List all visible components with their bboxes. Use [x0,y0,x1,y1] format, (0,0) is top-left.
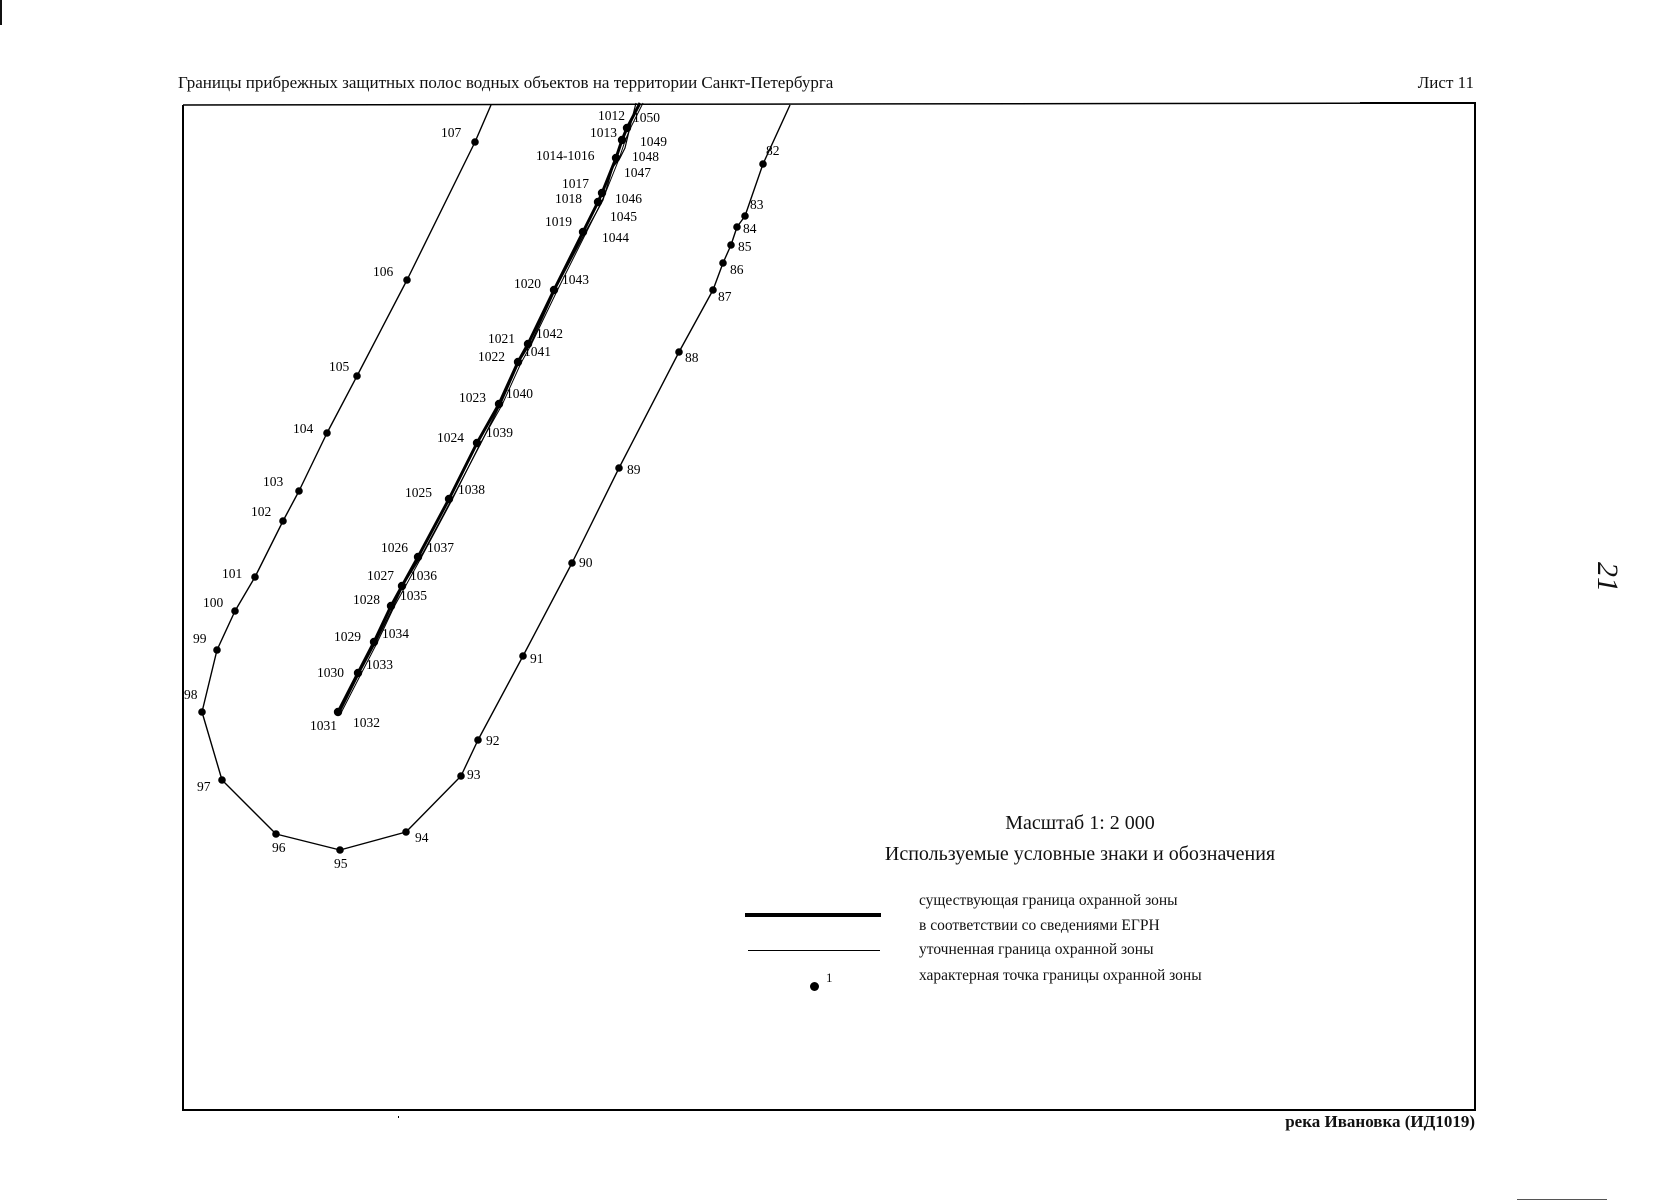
boundary-point-dot [387,602,395,610]
boundary-point-label: 1047 [624,165,651,180]
boundary-point-label: 106 [373,264,394,279]
legend-existing-boundary-label-2: в соответствии со сведениями ЕГРН [919,917,1160,934]
boundary-point-dot [675,348,683,356]
boundary-point-label: 1026 [381,540,408,555]
legend-title: Используемые условные знаки и обозначения [884,843,1276,865]
boundary-point-dot [474,736,482,744]
boundary-point-label: 87 [718,289,732,304]
boundary-point-dot [568,559,576,567]
boundary-point-label: 103 [263,474,284,489]
map-frame-top [183,103,1475,105]
boundary-point-dot [519,652,527,660]
boundary-point-dot [473,439,481,447]
boundary-point-label: 1024 [437,430,464,445]
boundary-point-dot [457,772,465,780]
boundary-point-dot [445,495,453,503]
boundary-point-label: 82 [766,143,780,158]
boundary-points [184,108,780,871]
water-object-label: река Ивановка (ИД1019) [1285,1112,1475,1131]
boundary-point-label: 1042 [536,326,563,341]
legend-point-symbol [810,982,819,991]
boundary-point-label: 99 [193,631,207,646]
boundary-point-label: 1031 [310,718,337,733]
boundary-point-dot [218,776,226,784]
boundary-point-dot [579,228,587,236]
boundary-point-label: 1040 [506,386,533,401]
boundary-point-label: 95 [334,856,348,871]
boundary-point-dot [615,464,623,472]
boundary-point-label: 1037 [427,540,454,555]
boundary-point-label: 1045 [610,209,637,224]
boundary-point-label: 100 [203,595,224,610]
boundary-point-label: 104 [293,421,314,436]
boundary-point-label: 1022 [478,349,505,364]
boundary-point-dot [251,573,259,581]
boundary-point-dot [495,400,503,408]
sheet-number: Лист 11 [1417,73,1474,92]
boundary-point-dot [598,189,606,197]
boundary-point-dot [353,372,361,380]
boundary-point-dot [334,708,342,716]
boundary-point-label: 89 [627,462,641,477]
boundary-point-label: 1025 [405,485,432,500]
boundary-point-label: 1030 [317,665,344,680]
boundary-point-label: 85 [738,239,752,254]
boundary-point-dot [759,160,767,168]
boundary-point-label: 1028 [353,592,380,607]
boundary-point-label: 83 [750,197,764,212]
boundary-point-dot [709,286,717,294]
boundary-point-label: 1014-1016 [536,148,595,163]
boundary-point-label: 107 [441,125,462,140]
boundary-point-label: 93 [467,767,481,782]
inner-boundary-lines [338,103,643,713]
boundary-point-label: 1036 [410,568,437,583]
boundary-point-dot [612,154,620,162]
boundary-point-dot [295,487,303,495]
boundary-point-label: 1029 [334,629,361,644]
legend-refined-boundary-label: уточненная граница охранной зоны [919,941,1154,958]
boundary-point-label: 1012 [598,108,625,123]
boundary-point-dot [279,517,287,525]
boundary-point-label: 102 [251,504,272,519]
page-number: 21 [1591,562,1624,592]
boundary-point-dot [272,830,280,838]
boundary-point-label: 1020 [514,276,541,291]
boundary-point-label: 97 [197,779,211,794]
boundary-point-label: 101 [222,566,243,581]
boundary-point-label: 86 [730,262,744,277]
boundary-point-label: 94 [415,830,429,845]
boundary-point-dot [550,286,558,294]
boundary-point-dot [370,638,378,646]
boundary-point-label: 98 [184,687,198,702]
boundary-point-label: 105 [329,359,350,374]
boundary-point-label: 1034 [382,626,409,641]
boundary-point-label: 96 [272,840,286,855]
boundary-point-dot [336,846,344,854]
map-scale: Масштаб 1: 2 000 [1005,812,1155,834]
boundary-point-dot [719,259,727,267]
boundary-point-label: 1043 [562,272,589,287]
page-title: Границы прибрежных защитных полос водных объектов на территории Санкт-Петербурга [178,73,834,92]
legend-point-label: характерная точка границы охранной зоны [919,967,1202,984]
boundary-point-dot [594,198,602,206]
boundary-point-dot [727,241,735,249]
boundary-point-label: 1027 [367,568,394,583]
boundary-point-dot [198,708,206,716]
boundary-point-dot [741,212,749,220]
boundary-point-label: 1039 [486,425,513,440]
boundary-point-label: 1035 [400,588,427,603]
legend-thin-line-symbol [748,950,880,951]
boundary-point-label: 1050 [633,110,660,125]
boundary-point-label: 1032 [353,715,380,730]
boundary-point-label: 1033 [366,657,393,672]
boundary-point-dot [323,429,331,437]
boundary-point-label: 1044 [602,230,629,245]
boundary-point-label: 91 [530,651,544,666]
boundary-point-dot [402,828,410,836]
legend-point-number: 1 [826,970,833,985]
boundary-point-label: 88 [685,350,699,365]
boundary-point-dot [514,358,522,366]
boundary-point-label: 1018 [555,191,582,206]
boundary-point-dot [471,138,479,146]
existing-boundary-left [338,103,640,712]
boundary-point-label: 1041 [524,344,551,359]
boundary-point-dot [623,124,631,132]
boundary-point-label: 90 [579,555,593,570]
boundary-point-dot [354,669,362,677]
boundary-point-label: 1048 [632,149,659,164]
boundary-point-dot [213,646,221,654]
boundary-point-dot [403,276,411,284]
boundary-point-label: 1046 [615,191,642,206]
boundary-point-label: 1038 [458,482,485,497]
boundary-point-label: 92 [486,733,500,748]
boundary-point-label: 1023 [459,390,486,405]
boundary-point-label: 1049 [640,134,667,149]
boundary-point-label: 1017 [562,176,589,191]
boundary-point-label: 1021 [488,331,515,346]
boundary-point-dot [618,136,626,144]
boundary-point-dot [231,607,239,615]
legend-existing-boundary-label-1: существующая граница охранной зоны [919,892,1178,909]
boundary-point-label: 84 [743,221,757,236]
boundary-point-dot [414,553,422,561]
boundary-point-label: 1013 [590,125,617,140]
boundary-point-label: 1019 [545,214,572,229]
legend-thick-line-symbol [745,913,881,917]
boundary-point-dot [733,223,741,231]
